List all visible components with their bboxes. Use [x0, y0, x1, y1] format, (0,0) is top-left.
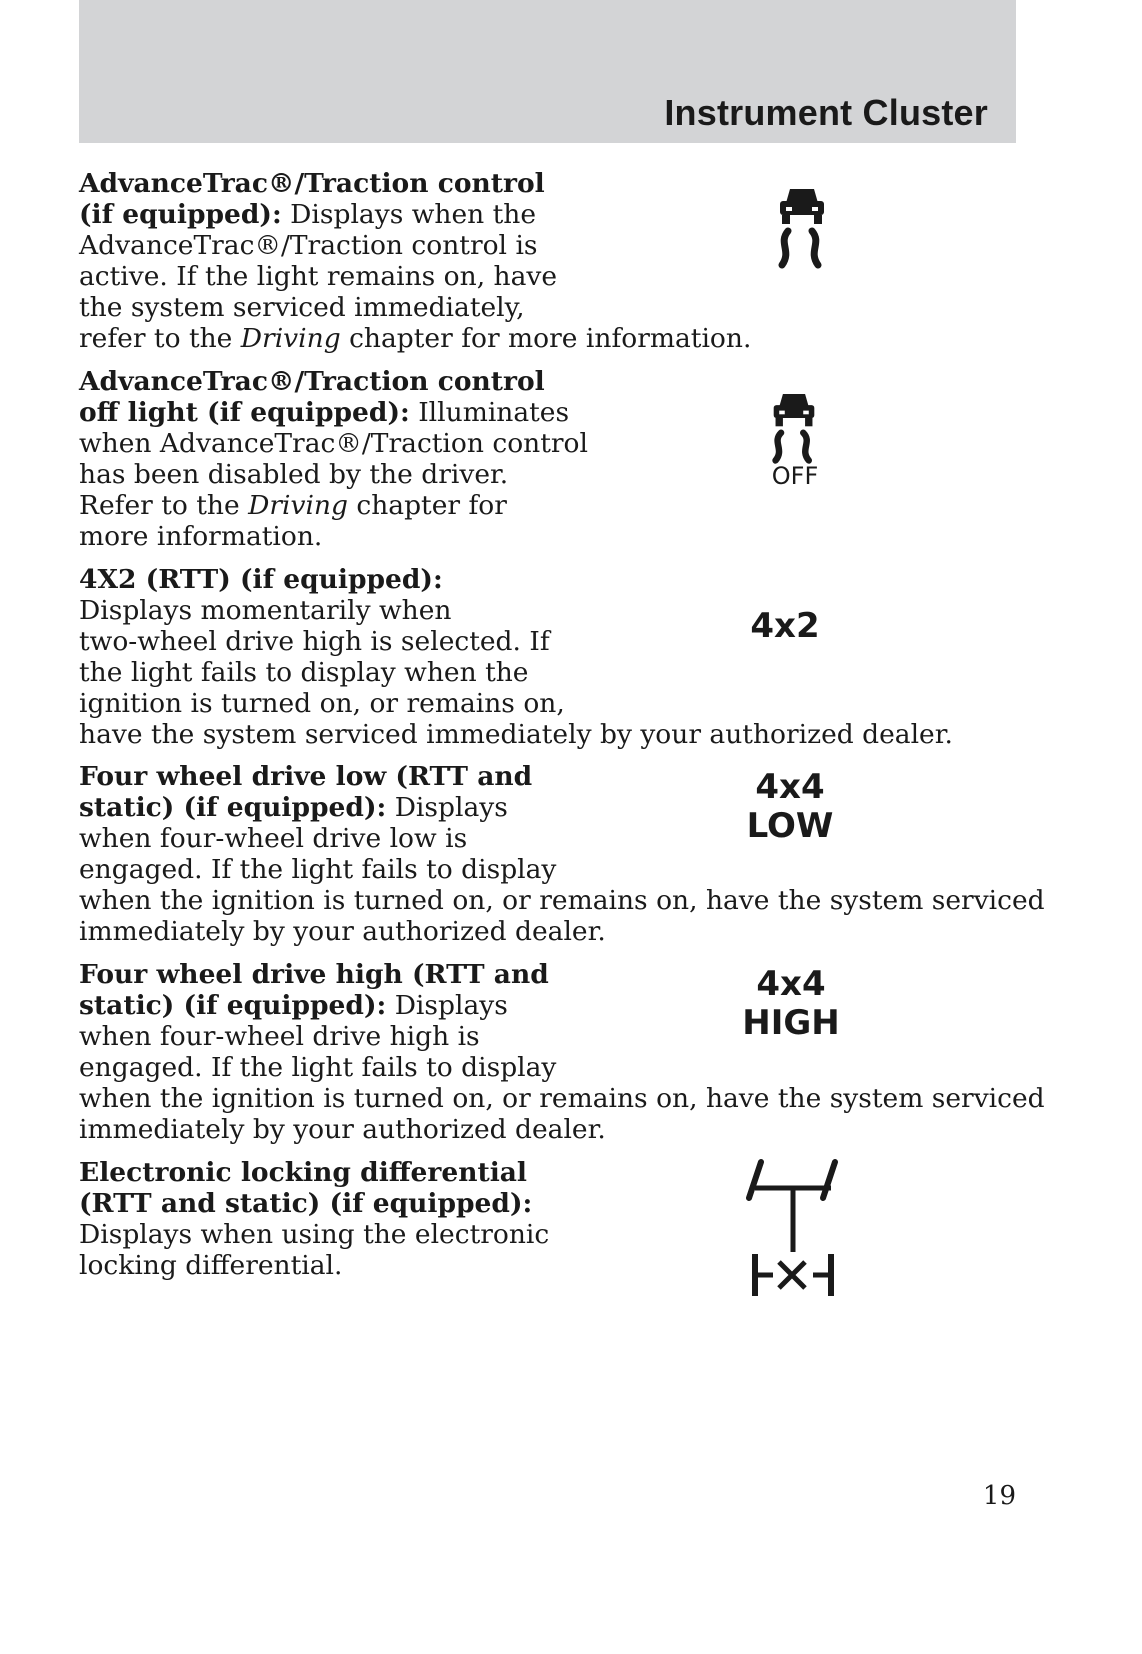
body-text: chapter for more information. — [340, 323, 752, 354]
indicator-line-1: 4x4 — [756, 964, 826, 1004]
body-text: locking differential. — [79, 1250, 343, 1281]
section-advancetrac-off — [79, 366, 588, 552]
traction-control-icon — [776, 185, 828, 281]
body-text: have the system serviced immediately by your authorized dealer. — [79, 719, 953, 750]
body-text: when four-wheel drive low is — [79, 823, 468, 854]
body-text: the system serviced immediately, — [79, 292, 525, 323]
body-text: Displays when the — [281, 199, 537, 230]
body-text: when AdvanceTrac®/Traction control — [79, 428, 588, 459]
4x4-low-indicator — [735, 768, 845, 846]
body-text: engaged. If the light fails to display — [79, 854, 557, 885]
body-text: Displays — [386, 990, 508, 1021]
section-title: AdvanceTrac®/Traction control — [79, 366, 545, 397]
section-title: AdvanceTrac®/Traction control — [79, 168, 545, 199]
section-locking-differential — [79, 1157, 549, 1281]
section-title: Four wheel drive low (RTT and — [79, 761, 533, 792]
traction-control-off-icon — [770, 390, 818, 470]
section-title-cont: static) (if equipped): — [79, 792, 387, 823]
body-text: Displays momentarily when — [79, 595, 452, 626]
body-text: Displays when using the electronic — [79, 1219, 550, 1250]
chapter-reference: Driving — [240, 323, 341, 354]
header-band — [79, 0, 1016, 143]
body-text: the light fails to display when the — [79, 657, 529, 688]
section-title: Electronic locking differential — [79, 1157, 528, 1188]
body-text: when the ignition is turned on, or remains on, have the system serviced — [79, 1083, 1045, 1114]
section-title-cont: static) (if equipped): — [79, 990, 387, 1021]
body-text: engaged. If the light fails to display — [79, 1052, 557, 1083]
4x2-indicator: 4x2 — [750, 606, 820, 646]
4x4-high-indicator — [735, 965, 847, 1043]
body-text: immediately by your authorized dealer. — [79, 1114, 606, 1145]
body-text: ignition is turned on, or remains on, — [79, 688, 565, 719]
chapter-reference: Driving — [248, 490, 348, 521]
section-advancetrac — [79, 168, 751, 354]
section-title-cont: (RTT and static) (if equipped): — [79, 1188, 533, 1219]
section-title-cont: (if equipped): — [79, 199, 282, 230]
body-text: refer to the — [79, 323, 241, 354]
body-text: Refer to the — [79, 490, 249, 521]
page-number: 19 — [982, 1481, 1016, 1511]
body-text: when four-wheel drive high is — [79, 1021, 480, 1052]
body-text: active. If the light remains on, have — [79, 261, 558, 292]
indicator-line-1: 4x4 — [755, 767, 825, 807]
body-text: Displays — [386, 792, 508, 823]
section-title: 4X2 (RTT) (if equipped): — [79, 564, 443, 595]
body-text: chapter for — [347, 490, 507, 521]
section-4x4-low — [79, 761, 1045, 947]
section-title: Four wheel drive high (RTT and — [79, 959, 549, 990]
body-text: more information. — [79, 521, 323, 552]
body-text: two-wheel drive high is selected. If — [79, 626, 550, 657]
page-title: Instrument Cluster — [664, 92, 988, 133]
indicator-line-2: HIGH — [742, 1003, 840, 1044]
locking-differential-icon — [743, 1158, 843, 1298]
body-text: when the ignition is turned on, or remains on, have the system serviced — [79, 885, 1045, 916]
body-text: immediately by your authorized dealer. — [79, 916, 606, 947]
section-4x2 — [79, 564, 953, 750]
section-4x4-high — [79, 959, 1045, 1145]
body-text: AdvanceTrac®/Traction control is — [79, 230, 538, 261]
body-text: has been disabled by the driver. — [79, 459, 509, 490]
body-text: Illuminates — [409, 397, 570, 428]
section-title-cont: off light (if equipped): — [79, 397, 410, 428]
off-label: OFF — [771, 462, 819, 490]
indicator-line-2: LOW — [746, 806, 834, 847]
